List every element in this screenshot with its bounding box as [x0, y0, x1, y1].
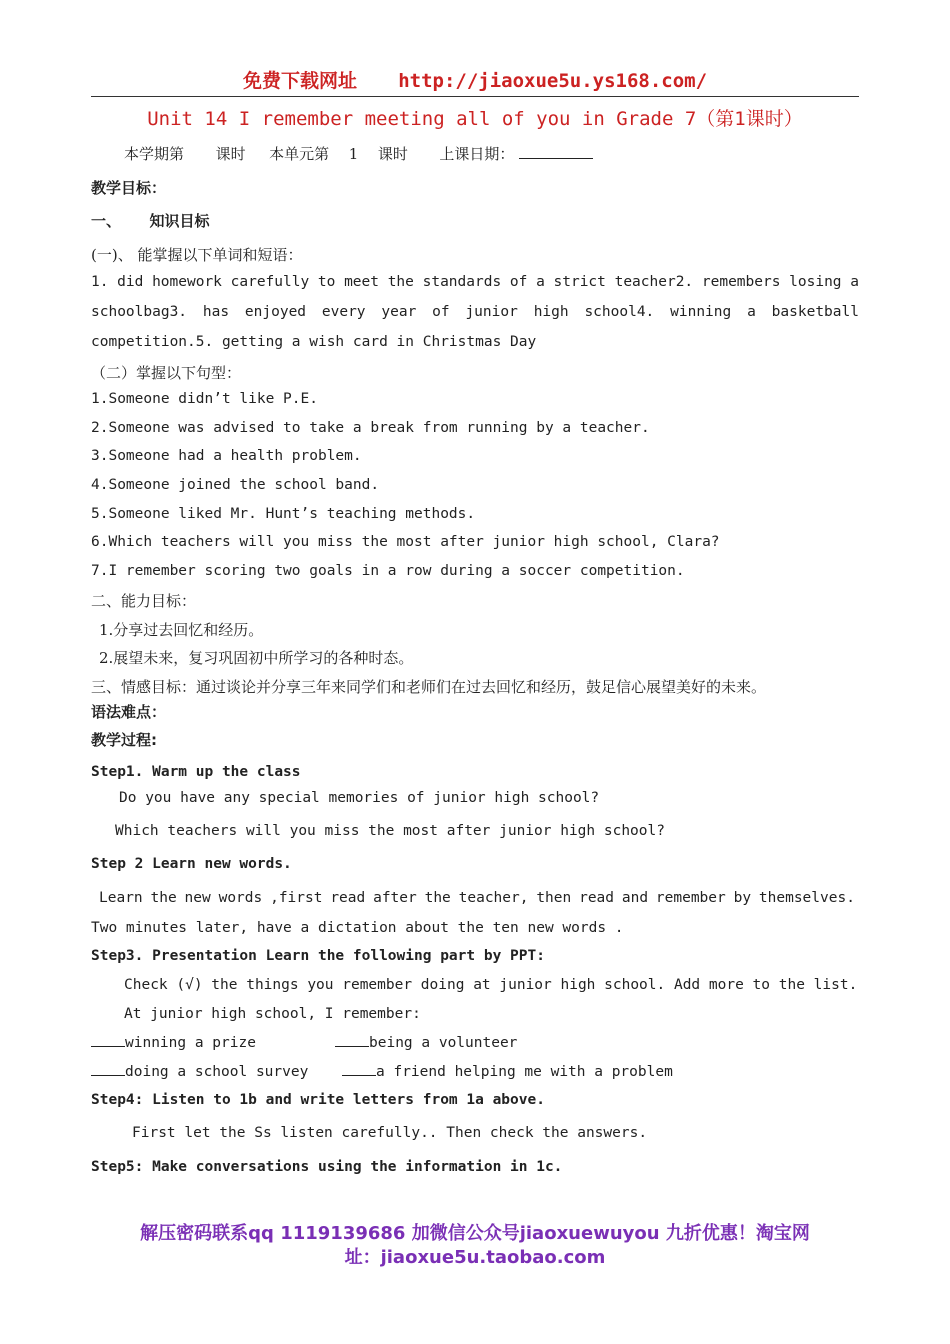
step3-title: Step3. Presentation Learn the following part by PPT: [91, 948, 545, 964]
page-title: Unit 14 I remember meeting all of you in Grade 7（第1课时） [147, 108, 803, 130]
step2-word: the [424, 890, 451, 906]
words-intro: (一)、 能掌握以下单词和短语： [91, 246, 303, 264]
sentence-item: 2.Someone was advised to take a break from running by a teacher. [91, 420, 650, 436]
step2-word: words [218, 890, 263, 906]
checklist-blank [91, 1034, 125, 1047]
step2-word: then [536, 890, 572, 906]
step2-word: new [184, 890, 211, 906]
phrase-word: every [321, 304, 366, 320]
header-url[interactable]: http://jiaoxue5u.ys168.com/ [398, 70, 708, 92]
step2-word: the [150, 890, 177, 906]
ability-item: 2.展望未来，复习巩固初中所学习的各种时态。 [99, 649, 414, 667]
term-label: 本学期第 [124, 145, 185, 163]
step4-line: First let the Ss listen carefully.. Then check the answers. [132, 1125, 648, 1141]
phrase-line-3: competition.5. getting a wish card in Christmas Day [91, 334, 537, 350]
phrase-word: school4. [584, 304, 655, 320]
checklist-item [91, 1034, 256, 1051]
step2-word: ,first [270, 890, 323, 906]
schedule-line [124, 143, 593, 164]
step3-line-1: Check (√) the things you remember doing at junior high school. Add more to the list. [124, 977, 858, 993]
phrase-word: junior [465, 304, 518, 320]
teaching-goals-heading: 教学目标： [91, 179, 167, 197]
phrase-word: meet [344, 274, 379, 290]
knowledge-number: 一、 [91, 212, 122, 230]
lesson-label: 课时 [215, 145, 246, 163]
phrase-word: basketball [771, 304, 859, 320]
sentence-item: 7.I remember scoring two goals in a row during a soccer competition. [91, 563, 685, 579]
phrase-word: of [432, 304, 450, 320]
step2-word: read [330, 890, 366, 906]
phrase-word: strict [553, 274, 606, 290]
phrase-word: enjoyed [244, 304, 307, 320]
date-blank [519, 146, 593, 159]
checklist-item [335, 1034, 517, 1051]
knowledge-goals-heading [91, 210, 210, 231]
sentence-item: 3.Someone had a health problem. [91, 448, 362, 464]
phrase-word: high [533, 304, 569, 320]
phrase-word: to [317, 274, 336, 290]
step4-title: Step4: Listen to 1b and write letters from 1a above. [91, 1092, 545, 1108]
step2-word: after [373, 890, 417, 906]
step2-word: by [733, 890, 752, 906]
phrase-line-2 [91, 304, 859, 320]
phrase-word: standards [422, 274, 502, 290]
unit-lesson-label: 课时 [377, 145, 408, 163]
checklist-text: being a volunteer [369, 1035, 518, 1051]
step2-word: Learn [99, 890, 143, 906]
phrase-word: a [850, 274, 859, 290]
header-divider [91, 96, 859, 97]
phrase-word: winning [670, 304, 732, 320]
step2-line-1 [99, 890, 855, 906]
step1-line: Do you have any special memories of junior high school? [119, 790, 600, 806]
phrase-word: losing [789, 274, 842, 290]
checklist-blank [342, 1063, 376, 1076]
grammar-difficulty-heading: 语法难点： [91, 703, 167, 721]
date-label: 上课日期： [439, 145, 515, 163]
checklist-blank [335, 1034, 369, 1047]
phrase-word: schoolbag3. [91, 304, 188, 320]
phrase-word: carefully [230, 274, 310, 290]
footer-contact-line: 解压密码联系qq 1119139686 加微信公众号jiaoxuewuyou 九折优惠！淘宝网 [140, 1223, 810, 1244]
footer-shop-url[interactable]: 址：jiaoxue5u.taobao.com [344, 1247, 606, 1268]
step1-title: Step1. Warm up the class [91, 764, 301, 780]
step2-title: Step 2 Learn new words. [91, 856, 292, 872]
sentence-item: 5.Someone liked Mr. Hunt’s teaching methods. [91, 506, 476, 522]
phrase-word: did [117, 274, 144, 290]
step2-word: themselves. [758, 890, 855, 906]
checklist-item [91, 1063, 308, 1080]
knowledge-heading-text: 知识目标 [149, 212, 210, 230]
phrase-word: a [747, 304, 756, 320]
phrase-word: remembers [701, 274, 781, 290]
checklist-blank [91, 1063, 125, 1076]
step3-line-2: At junior high school, I remember: [124, 1006, 421, 1022]
step2-word: remember [655, 890, 726, 906]
sentence-item: 6.Which teachers will you miss the most after junior high school, Clara? [91, 534, 720, 550]
phrase-word: homework [152, 274, 222, 290]
phrase-word: teacher2. [614, 274, 694, 290]
step2-line-2: Two minutes later, have a dictation about the ten new words . [91, 920, 624, 936]
process-heading: 教学过程: [91, 731, 157, 749]
checklist-item [342, 1063, 673, 1080]
unit-label: 本单元第 [269, 145, 330, 163]
ability-item: 1.分享过去回忆和经历。 [99, 621, 264, 639]
sentence-item: 1.Someone didn’t like P.E. [91, 391, 318, 407]
phrase-word: year [381, 304, 417, 320]
checklist-text: a friend helping me with a problem [376, 1064, 673, 1080]
checklist-text: winning a prize [125, 1035, 256, 1051]
header-download-link[interactable] [0, 66, 950, 93]
step1-line: Which teachers will you miss the most after junior high school? [115, 823, 665, 839]
checklist-text: doing a school survey [125, 1064, 309, 1080]
unit-number: 1 [348, 145, 359, 163]
phrase-line-1 [91, 274, 859, 290]
step2-word: teacher, [458, 890, 529, 906]
sentence-item: 4.Someone joined the school band. [91, 477, 380, 493]
step2-word: read [579, 890, 615, 906]
phrase-word: of [509, 274, 528, 290]
emotion-goals: 三、情感目标：通过谈论并分享三年来同学们和老师们在过去回忆和经历，鼓足信心展望美好的未来。 [91, 678, 767, 696]
phrase-word: the [387, 274, 414, 290]
ability-goals-heading: 二、能力目标： [91, 592, 197, 610]
phrase-word: 1. [91, 274, 109, 290]
step2-word: and [621, 890, 649, 906]
step5-title: Step5: Make conversations using the information in 1c. [91, 1159, 563, 1175]
phrase-word: a [536, 274, 545, 290]
header-label: 免费下载网址 [242, 70, 357, 92]
phrase-word: has [202, 304, 230, 320]
sentences-intro: （二）掌握以下句型： [91, 364, 242, 382]
